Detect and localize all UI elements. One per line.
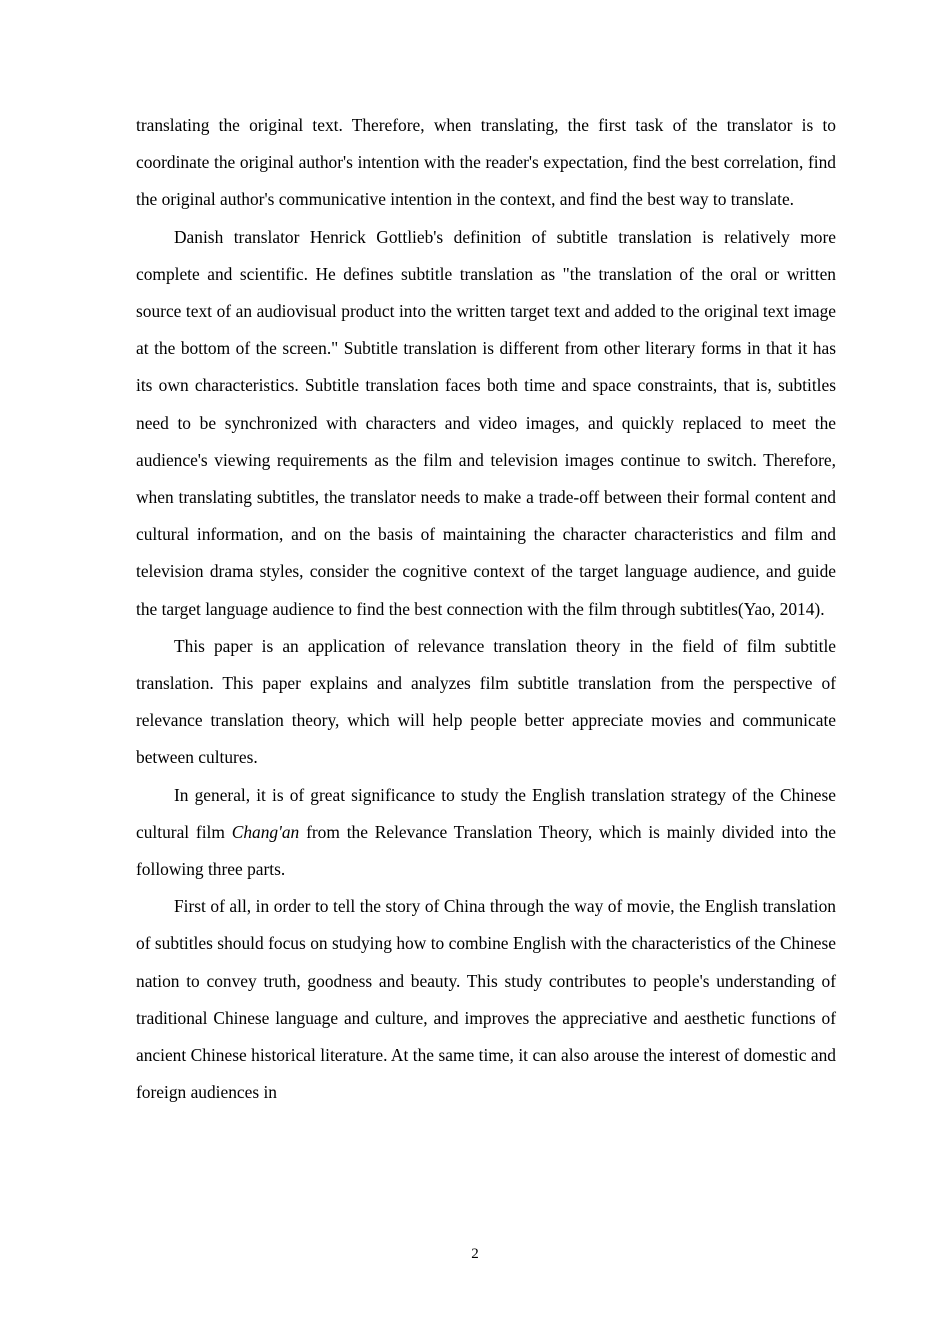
body-text [136, 107, 836, 1111]
page-number: 2 [471, 1246, 479, 1262]
paragraph-relevance-application: This paper is an application of relevance translation theory in the field of film subtitle translation. This paper explains and analyzes film subtitle translation from the perspective of relevance translation theory, which will help people better appreciate movies and communicate between cultures. [136, 635, 836, 768]
paragraph-continued: translating the original text. Therefore, when translating, the first task of the translator is to coordinate the original author's intention with the reader's expectation, find the best correlation, find the original author's communicative intention in the context, and find the best way to translate. [136, 115, 836, 210]
film-title: Chang'an [231, 821, 300, 842]
paragraph-subtitle-definition: Danish translator Henrick Gottlieb's definition of subtitle translation is relatively more complete and scientific. He defines subtitle translation as "the translation of the oral or written source text of an audiovisual product into the written target text and added to the original text image at the bottom of the screen." Subtitle translation is different from other literary forms in that it has its own characteristics. Subtitle translation faces both time and space constraints, that is, subtitles need to be synchronized with characters and video images, and quickly replaced to meet the audience's viewing requirements as the film and television images continue to switch. Therefore, when translating subtitles, the translator needs to make a trade-off between their formal content and cultural information, and on the basis of maintaining the character characteristics and film and television drama styles, consider the cognitive context of the target language audience, and guide the target language audience to find the best connection with the film through subtitles(Yao, 2014). [136, 226, 836, 619]
paragraph-significance [136, 777, 836, 889]
significance-text-before: In general, it is of great significance to study the English translation strategy of the Chinese cultural film [136, 784, 836, 842]
paragraph-first-part: First of all, in order to tell the story of China through the way of movie, the English translation of subtitles should focus on studying how to combine English with the characteristics of the Chinese nation to convey truth, goodness and beauty. This study contributes to people's understanding of traditional Chinese language and culture, and improves the appreciative and aesthetic functions of ancient Chinese historical literature. At the same time, it can also arouse the interest of domestic and foreign audiences in [136, 896, 836, 1103]
significance-text-after: from the Relevance Translation Theory, which is mainly divided into the following three parts. [136, 821, 836, 880]
